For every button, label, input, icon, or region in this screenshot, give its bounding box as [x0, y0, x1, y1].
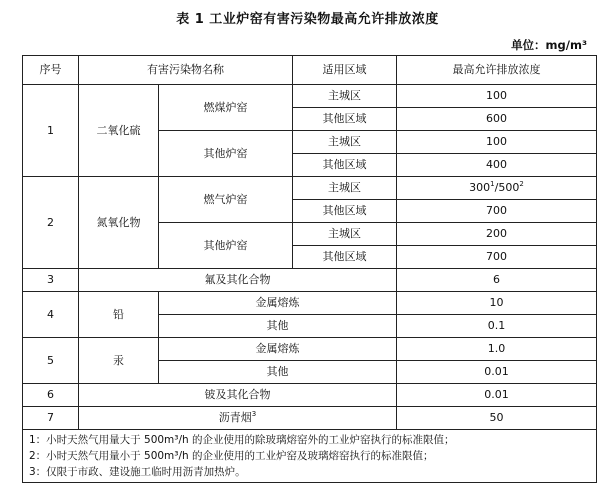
- zone-cell: 其他区域: [293, 200, 397, 223]
- process-cell: 其他: [159, 315, 397, 338]
- limit-cell: 100: [397, 131, 597, 154]
- limit-cell: 10: [397, 292, 597, 315]
- limit-cell: 700: [397, 246, 597, 269]
- notes-row: [23, 430, 597, 483]
- pollutant-name: 沥青烟: [218, 411, 252, 424]
- zone-cell: 主城区: [293, 223, 397, 246]
- limit-cell: 400: [397, 154, 597, 177]
- footnote-ref: 2: [519, 180, 524, 188]
- limit-cell: 100: [397, 85, 597, 108]
- header-seq: 序号: [23, 56, 79, 85]
- seq-cell: 2: [23, 177, 79, 269]
- seq-cell: 3: [23, 269, 79, 292]
- pollutant-cell: 氟及其化合物: [79, 269, 397, 292]
- zone-cell: 其他区域: [293, 108, 397, 131]
- seq-cell: 7: [23, 407, 79, 430]
- limit-value-small: /500: [494, 181, 520, 194]
- limit-cell: 6: [397, 269, 597, 292]
- note-3: 3：仅限于市政、建设施工临时用沥青加热炉。: [29, 466, 246, 478]
- notes-cell: [23, 430, 597, 483]
- limit-cell: 200: [397, 223, 597, 246]
- zone-cell: 其他区域: [293, 154, 397, 177]
- process-cell: 金属熔炼: [159, 338, 397, 361]
- limit-cell: 50: [397, 407, 597, 430]
- pollutant-cell: 二氧化硫: [79, 85, 159, 177]
- limit-value-large: 300: [469, 181, 491, 194]
- pollutant-cell: 汞: [79, 338, 159, 384]
- seq-cell: 4: [23, 292, 79, 338]
- table-row: [23, 85, 597, 108]
- table-title: 表 1 工业炉窑有害污染物最高允许排放浓度: [176, 12, 439, 27]
- table-row: [23, 407, 597, 430]
- kiln-type-cell: 其他炉窑: [159, 223, 293, 269]
- process-cell: 其他: [159, 361, 397, 384]
- zone-cell: 主城区: [293, 177, 397, 200]
- header-zone: 适用区域: [293, 56, 397, 85]
- header-limit: 最高允许排放浓度: [397, 56, 597, 85]
- zone-cell: 主城区: [293, 85, 397, 108]
- pollutant-cell: 氮氧化物: [79, 177, 159, 269]
- footnote-ref: 3: [251, 410, 257, 418]
- pollutant-cell: 铅: [79, 292, 159, 338]
- unit-label: 单位：mg/m³: [511, 38, 587, 52]
- limit-cell: 600: [397, 108, 597, 131]
- pollutant-cell: 铍及其化合物: [79, 384, 397, 407]
- table-row: [23, 177, 597, 200]
- kiln-type-cell: 燃煤炉窑: [159, 85, 293, 131]
- limit-cell: 700: [397, 200, 597, 223]
- emission-table: [22, 55, 597, 483]
- kiln-type-cell: 燃气炉窑: [159, 177, 293, 223]
- zone-cell: 主城区: [293, 131, 397, 154]
- table-row: [23, 384, 597, 407]
- table-row: [23, 269, 597, 292]
- header-row: [23, 56, 597, 85]
- table-row: [23, 338, 597, 361]
- table-row: [23, 292, 597, 315]
- seq-cell: 6: [23, 384, 79, 407]
- limit-cell: 0.01: [397, 384, 597, 407]
- limit-cell: [397, 177, 597, 200]
- seq-cell: 1: [23, 85, 79, 177]
- note-2: 2：小时天然气用量小于 500m³/h 的企业使用的工业炉窑及玻璃熔窑执行的标准限值；: [29, 450, 434, 462]
- seq-cell: 5: [23, 338, 79, 384]
- limit-cell: 0.1: [397, 315, 597, 338]
- zone-cell: 其他区域: [293, 246, 397, 269]
- limit-cell: 1.0: [397, 338, 597, 361]
- header-pollutant: 有害污染物名称: [79, 56, 293, 85]
- note-1: 1：小时天然气用量大于 500m³/h 的企业使用的除玻璃熔窑外的工业炉窑执行的标准限值；: [29, 434, 455, 446]
- limit-cell: 0.01: [397, 361, 597, 384]
- footnote-ref: 1: [490, 180, 495, 188]
- kiln-type-cell: 其他炉窑: [159, 131, 293, 177]
- process-cell: 金属熔炼: [159, 292, 397, 315]
- pollutant-cell: [79, 407, 397, 430]
